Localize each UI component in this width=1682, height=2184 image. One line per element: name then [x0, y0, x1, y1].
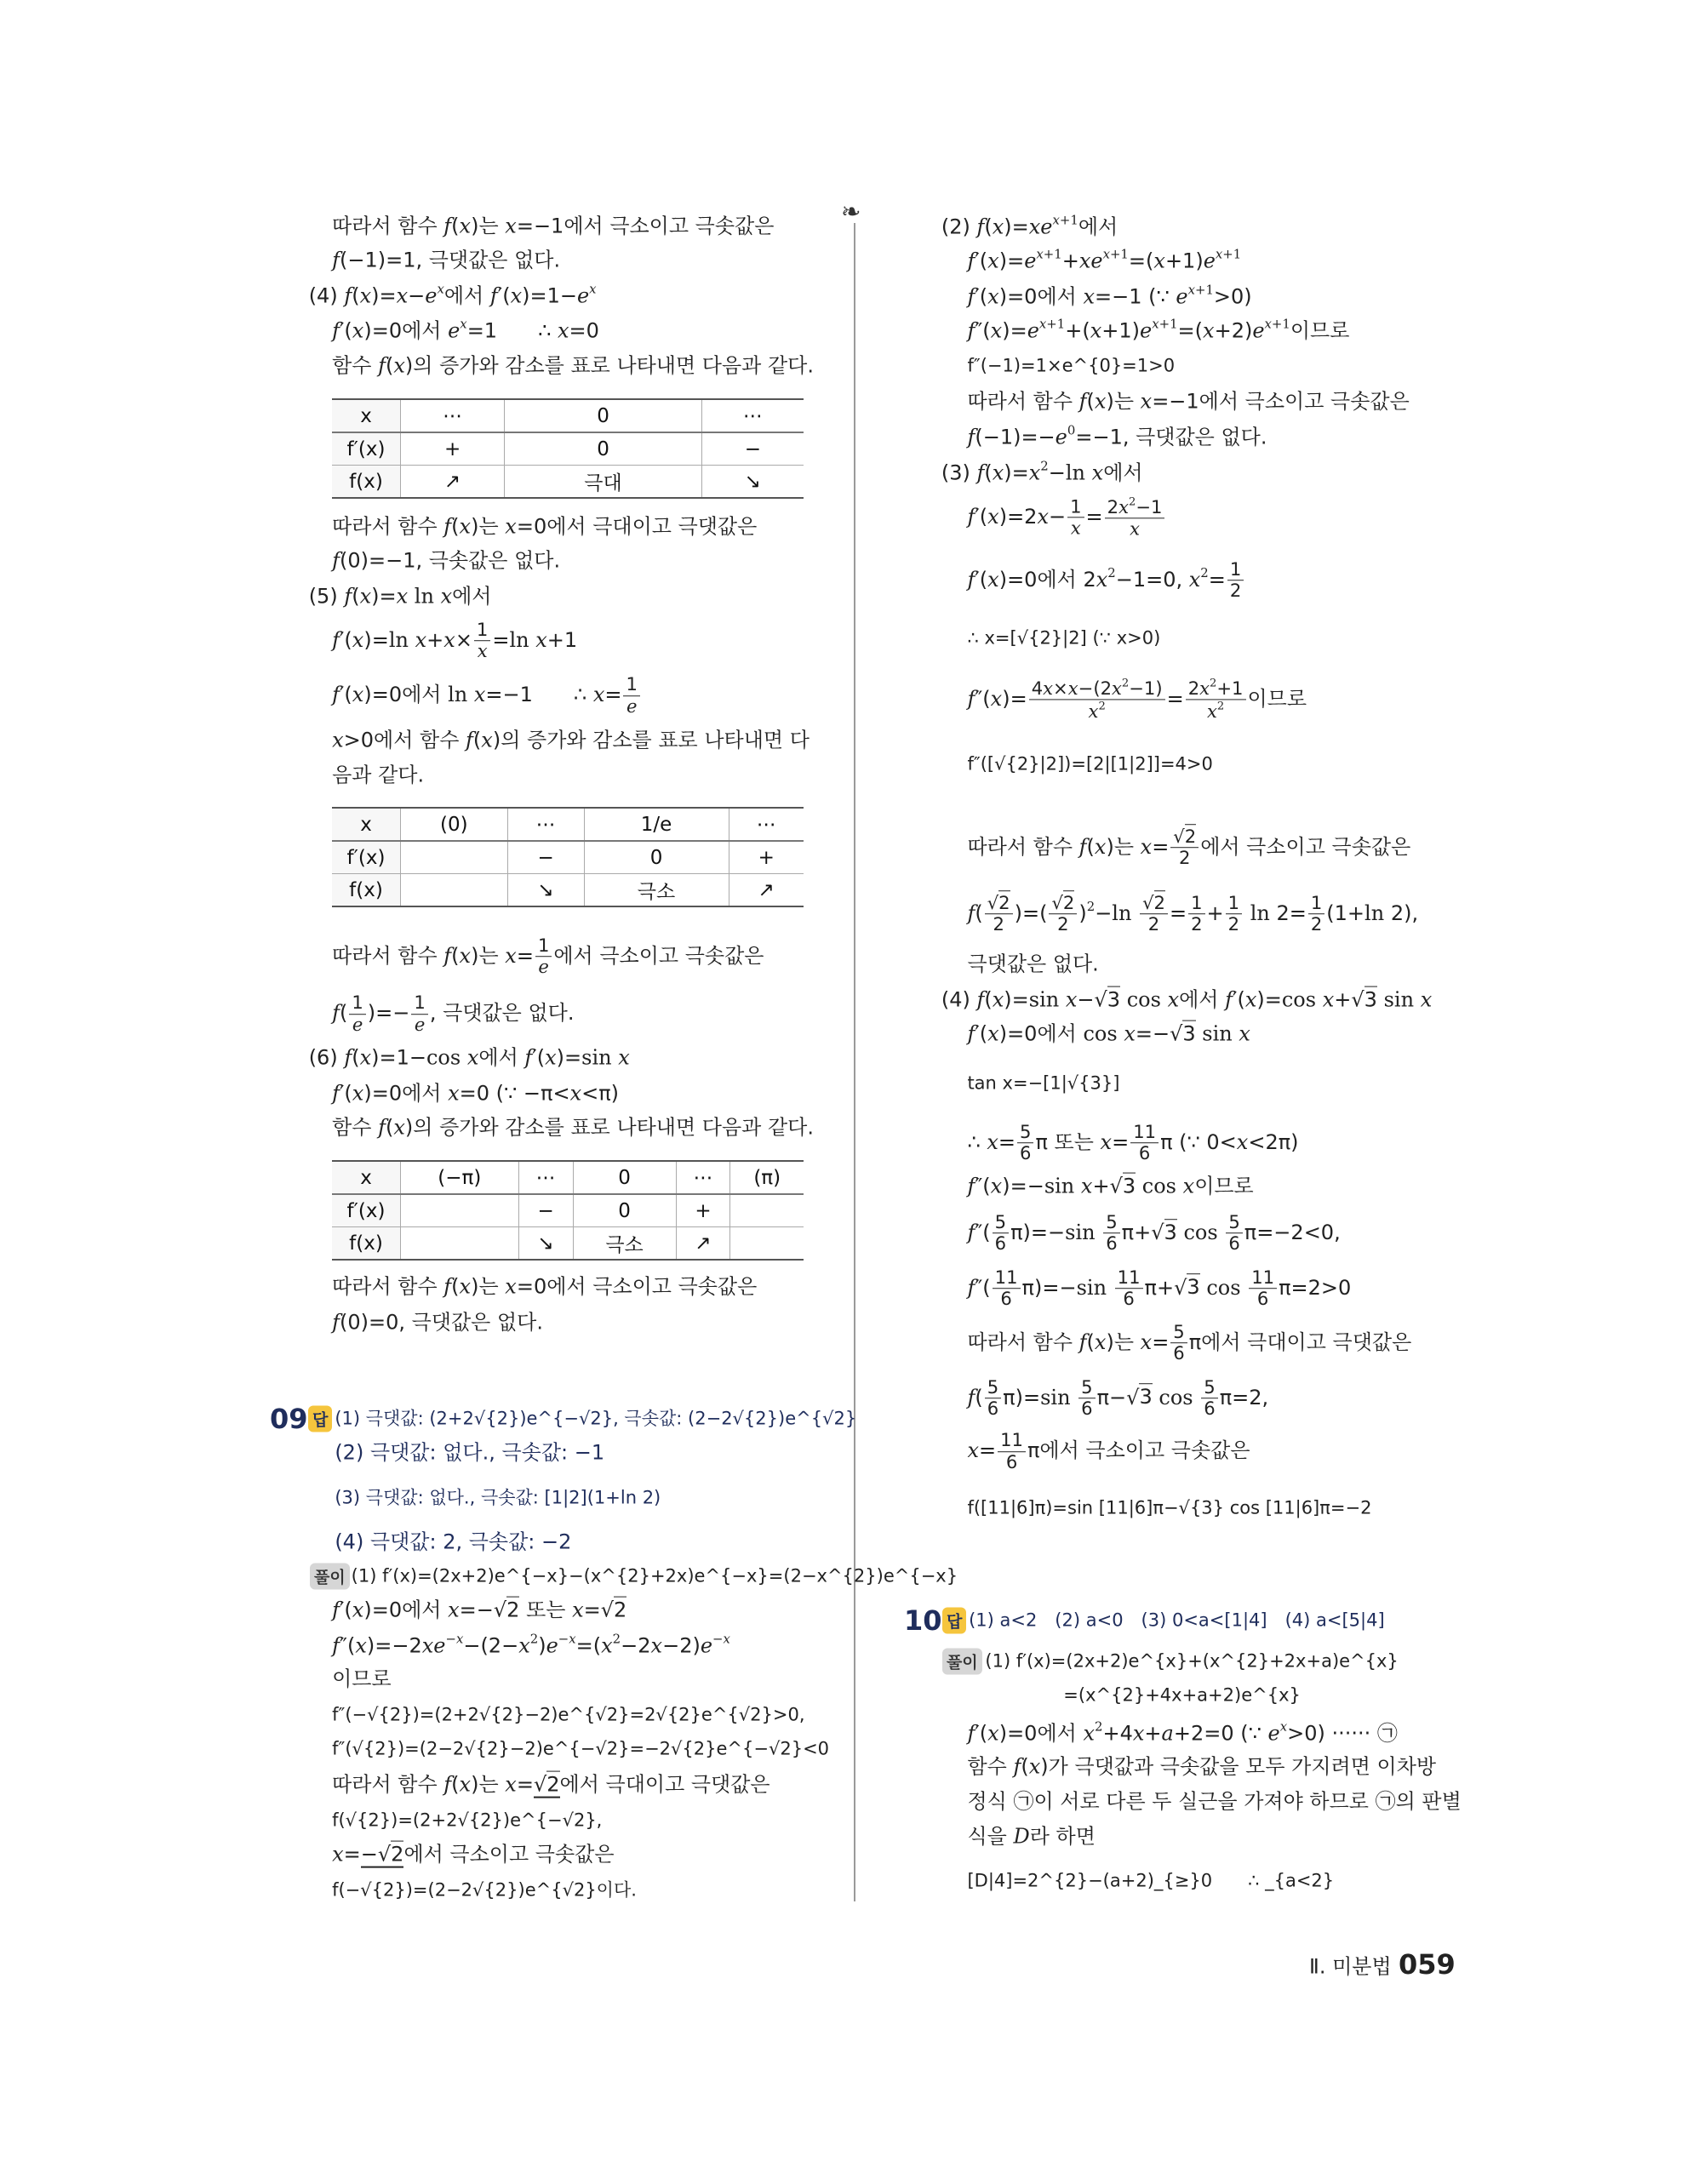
- table-cell: 1/e: [584, 808, 729, 841]
- text-line: (3) $f(x)=x^2-\ln$ x에서: [941, 458, 1143, 485]
- table-cell: −: [701, 432, 804, 466]
- text-line: f″(x)=−sin x+√3 cos x이므로: [967, 1174, 1254, 1198]
- table-cell: (−π): [401, 1161, 519, 1194]
- text-line: f( $\frac{1}{e}$ )=− $\frac{1}{e}$ , 극댓값은 없다.: [332, 992, 575, 1035]
- text-line: x>0에서 함수 f(x)의 증가와 감소를 표로 나타내면 다: [332, 729, 810, 753]
- table-row: [332, 841, 804, 874]
- text-line: f([11|6]π)=sin [11|6]π−√{3} cos [11|6]π=−2: [967, 1496, 1372, 1518]
- table-row: [332, 1194, 804, 1227]
- text-line: 따라서 함수 f(x)는 x= $\frac{√2}{2}$ 에서 극소이고 극솟값은: [967, 826, 1411, 869]
- table-cell: ⋯: [676, 1161, 730, 1194]
- solution-line: f′(x)=0에서 $x^2+4x+a+2=0$ (∵ $e^x>0$) ······ ㉠: [967, 1718, 1398, 1746]
- text-line: 따라서 함수 f(x)는 x= $\frac{1}{e}$ 에서 극소이고 극솟값은: [332, 934, 764, 978]
- table-cell: 극소: [584, 874, 729, 907]
- solution-line: f′(x)=0에서 x=−√2 또는 x=√2: [332, 1598, 627, 1623]
- text-line: $f(-1)=-e^0=-1$, 극댓값은 없다.: [967, 422, 1267, 449]
- table-cell: 0: [505, 432, 701, 466]
- solution-line: (1) f′(x)=(2x+2)e^{x}+(x^{2}+2x+a)e^{x}: [985, 1650, 1399, 1672]
- solution-line: 정식 ㉠이 서로 다른 두 실근을 가져야 하므로 ㉠의 판별: [967, 1789, 1462, 1814]
- chapter-label: Ⅱ. 미분법: [1309, 1954, 1392, 1979]
- row-header-cell: f′(x): [332, 841, 401, 874]
- row-header-cell: f(x): [332, 1227, 401, 1261]
- text-line: f″(−1)=1×e^{0}=1>0: [967, 355, 1176, 376]
- text-line: f′(x)=0에서 $e^x=1$ ∴ x=0: [332, 317, 599, 344]
- text-line: 따라서 함수 f(x)는 x=−1에서 극소이고 극솟값은: [332, 214, 775, 238]
- divider-ornament-icon: ❧: [841, 197, 861, 226]
- answer-line: (2) 극댓값: 없다., 극솟값: −1: [335, 1440, 605, 1465]
- variation-table-4: [332, 398, 804, 499]
- text-line: $f'(x)=e^{x+1}+xe^{x+1}=(x+1)e^{x+1}$: [967, 246, 1242, 273]
- row-header-cell: x: [332, 808, 401, 841]
- table-cell: 0: [505, 399, 701, 432]
- table-cell: +: [401, 432, 505, 466]
- table-cell: +: [729, 841, 804, 874]
- text-line: 따라서 함수 f(x)는 x= $\frac{5}{6}$ π에서 극대이고 극댓값은: [967, 1321, 1412, 1364]
- row-header-cell: x: [332, 1161, 401, 1194]
- answer-line: (1) 극댓값: (2+2√{2})e^{−√2}, 극솟값: (2−2√{2})e^{√2}: [335, 1408, 857, 1429]
- table-cell: ⋯: [729, 808, 804, 841]
- text-line: 따라서 함수 f(x)는 x=0에서 극대이고 극댓값은: [332, 514, 758, 539]
- text-line: f″([√{2}|2])=[2|[1|2]]=4>0: [967, 753, 1213, 775]
- table-cell: [401, 874, 508, 907]
- table-cell: ↘: [701, 466, 804, 499]
- table-cell: −: [518, 1194, 573, 1227]
- variation-table-6: [332, 1160, 804, 1261]
- solution-line: [D|4]=2^{2}−(a+2)_{≥}0 ∴ _{a<2}: [967, 1870, 1335, 1891]
- row-header-cell: f(x): [332, 874, 401, 907]
- text-line: ∴ x=[√{2}|2] (∵ x>0): [967, 626, 1161, 648]
- text-line: f′(x)=0에서 x=−1 (∵ $e^{x+1}>0$): [967, 282, 1252, 309]
- table-row: [332, 1227, 804, 1261]
- text-line: f(0)=−1, 극솟값은 없다.: [332, 548, 561, 573]
- table-cell: [401, 1194, 519, 1227]
- text-line: f′(x)=2x− $\frac{1}{x}$ = $\frac{2x^2-1}{x}$: [967, 495, 1166, 539]
- text-line: f′(x)=0에서 ln x=−1 ∴ x= $\frac{1}{e}$: [332, 675, 642, 718]
- text-line: f(−1)=1, 극댓값은 없다.: [332, 248, 561, 272]
- table-cell: ⋯: [401, 399, 505, 432]
- text-line: f( $\frac{5}{6}$ π)=sin $\frac{5}{6}$ π−√3 cos $\frac{5}{6}$ π=2,: [967, 1375, 1269, 1420]
- solution-line: f(−√{2})=(2−2√{2})e^{√2}이다.: [332, 1879, 637, 1901]
- table-cell: ⋯: [507, 808, 584, 841]
- text-line: tan x=−[1|√{3}]: [967, 1072, 1120, 1094]
- answer-badge-09: 답: [308, 1406, 332, 1432]
- table-cell: [401, 1227, 519, 1261]
- table-row: [332, 399, 804, 432]
- solution-line: f(√{2})=(2+2√{2})e^{−√2},: [332, 1810, 603, 1831]
- solution-line: (1) f′(x)=(2x+2)e^{−x}−(x^{2}+2x)e^{−x}=(2−x^{2})e^{−x}: [351, 1565, 958, 1587]
- table-row: [332, 432, 804, 466]
- table-cell: 0: [584, 841, 729, 874]
- solution-line: $f''(x)=-2xe^{-x}-(2-x^2)e^{-x}=(x^2-2x-2)e^{-x}$: [332, 1631, 730, 1658]
- text-line: (5) f(x)=x ln x에서: [308, 584, 492, 609]
- text-line: f′(x)=ln x+x× $\frac{1}{x}$ =ln x+1: [332, 619, 578, 662]
- table-cell: (0): [401, 808, 508, 841]
- answer-line: (1) a<2 (2) a<0 (3) 0<a<[1|4] (4) a<[5|4]: [969, 1609, 1385, 1631]
- table-cell: 극대: [505, 466, 701, 499]
- solution-line: =(x^{2}+4x+a+2)e^{x}: [1063, 1684, 1301, 1706]
- text-line: 따라서 함수 f(x)는 x=0에서 극소이고 극솟값은: [332, 1274, 758, 1299]
- text-line: f(0)=0, 극댓값은 없다.: [332, 1310, 543, 1335]
- table-cell: [401, 841, 508, 874]
- table-cell: ↗: [676, 1227, 730, 1261]
- table-cell: ⋯: [518, 1161, 573, 1194]
- answer-badge-10: 답: [942, 1608, 966, 1634]
- text-line: 음과 같다.: [332, 763, 425, 787]
- table-cell: ⋯: [701, 399, 804, 432]
- text-line: f″( $\frac{11}{6}$ π)=−sin $\frac{11}{6}$ π+√3 cos $\frac{11}{6}$ π=2>0: [967, 1266, 1352, 1310]
- answer-line: (4) 극댓값: 2, 극솟값: −2: [335, 1529, 572, 1554]
- table-cell: ↘: [507, 874, 584, 907]
- text-line: f( $\frac{√2}{2}$ )=( $\frac{√2}{2}$ )$^2$−ln $\frac{√2}{2}$ = $\frac{1}{2}$ + $\frac{1}{2}$ ln 2= $\frac{1}{2}$ (1+ln 2),: [967, 891, 1419, 935]
- answer-line: (3) 극댓값: 없다., 극솟값: [1|2](1+ln 2): [335, 1487, 661, 1508]
- table-cell: ↗: [401, 466, 505, 499]
- solution-line: f″(−√{2})=(2+2√{2}−2)e^{√2}=2√{2}e^{√2}>0,: [332, 1704, 805, 1725]
- row-header-cell: f′(x): [332, 1194, 401, 1227]
- text-line: 함수 f(x)의 증가와 감소를 표로 나타내면 다음과 같다.: [332, 353, 814, 378]
- text-line: (4) $f(x)=x-e^x$에서 $f'(x)=1-e^x$: [308, 281, 597, 308]
- table-row: [332, 466, 804, 499]
- solution-badge-09: 풀이: [310, 1564, 350, 1590]
- solution-line: f″(√{2})=(2−2√{2}−2)e^{−√2}=−2√{2}e^{−√2}<0: [332, 1738, 830, 1759]
- text-line: (2) $f(x)=xe^{x+1}$에서: [941, 212, 1118, 239]
- table-cell: 0: [573, 1161, 676, 1194]
- solution-badge-10: 풀이: [942, 1649, 982, 1675]
- text-line: f′(x)=0에서 $2x^2-1=0$, $x^2=$ $\frac{1}{2}$: [967, 559, 1245, 602]
- text-line: ∴ x= $\frac{5}{6}$ π 또는 x= $\frac{11}{6}$ π (∵ 0<x<2π): [967, 1121, 1299, 1164]
- solution-line: 따라서 함수 f(x)는 x=√2에서 극대이고 극댓값은: [332, 1772, 770, 1797]
- table-cell: [730, 1194, 804, 1227]
- solution-line: x=−√2에서 극소이고 극솟값은: [332, 1843, 615, 1867]
- variation-table-5: [332, 807, 804, 907]
- problem-number-09: 09: [270, 1403, 308, 1435]
- table-cell: −: [507, 841, 584, 874]
- page-number: 059: [1399, 1948, 1456, 1981]
- column-divider: [854, 223, 855, 1901]
- text-line: 따라서 함수 f(x)는 x=−1에서 극소이고 극솟값은: [967, 389, 1410, 414]
- row-header-cell: f(x): [332, 466, 401, 499]
- solution-line: 식을 D라 하면: [967, 1825, 1096, 1850]
- text-line: 극댓값은 없다.: [967, 952, 1099, 976]
- table-cell: ↘: [518, 1227, 573, 1261]
- text-line: (4) f(x)=sin x−√3 cos x에서 f′(x)=cos x+√3 sin x: [941, 987, 1433, 1012]
- table-cell: (π): [730, 1161, 804, 1194]
- problem-number-10: 10: [904, 1604, 942, 1637]
- row-header-cell: x: [332, 399, 401, 432]
- row-header-cell: f′(x): [332, 432, 401, 466]
- text-line: f″( $\frac{5}{6}$ π)=−sin $\frac{5}{6}$ π+√3 cos $\frac{5}{6}$ π=−2<0,: [967, 1211, 1341, 1255]
- solution-line: 이므로: [332, 1667, 392, 1691]
- table-row: [332, 1161, 804, 1194]
- text-line: x= $\frac{11}{6}$ π에서 극소이고 극솟값은: [967, 1429, 1250, 1472]
- table-cell: 0: [573, 1194, 676, 1227]
- text-line: $f''(x)=e^{x+1}+(x+1)e^{x+1}=(x+2)e^{x+1}$이므로: [967, 317, 1350, 344]
- table-cell: ↗: [729, 874, 804, 907]
- table-cell: 극소: [573, 1227, 676, 1261]
- table-cell: +: [676, 1194, 730, 1227]
- table-cell: [730, 1227, 804, 1261]
- table-row: [332, 874, 804, 907]
- text-line: f′(x)=0에서 cos x=−√3 sin x: [967, 1022, 1250, 1047]
- text-line: f″(x)= $\frac{4x\times x-(2x^2-1)}{x^2}$ = $\frac{2x^2+1}{x^2}$ 이므로: [967, 677, 1307, 723]
- solution-line: 함수 f(x)가 극댓값과 극솟값을 모두 가지려면 이차방: [967, 1754, 1437, 1779]
- text-line: 함수 f(x)의 증가와 감소를 표로 나타내면 다음과 같다.: [332, 1115, 814, 1140]
- text-line: f′(x)=0에서 x=0 (∵ −π<x<π): [332, 1081, 620, 1106]
- table-row: [332, 808, 804, 841]
- text-line: (6) f(x)=1−cos x에서 f′(x)=sin x: [308, 1045, 630, 1070]
